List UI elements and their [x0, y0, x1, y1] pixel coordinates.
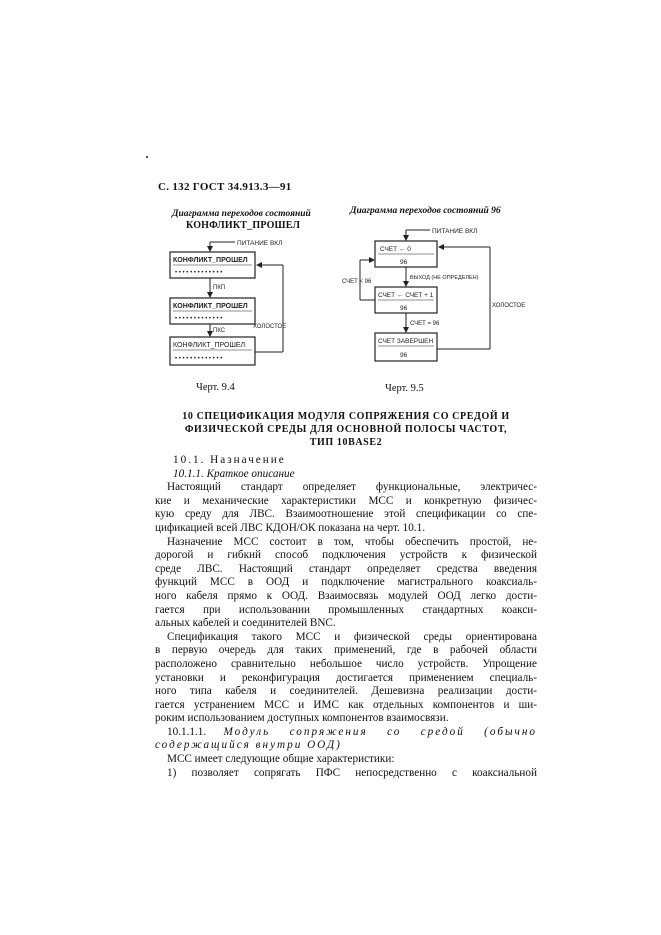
state-label-1: КОНФЛИКТ_ПРОШЕЛ [173, 257, 248, 264]
paragraph-2-line: среде ЛВС. Настоящий стандарт определяет средства введения [155, 562, 537, 575]
section-title-line2: ФИЗИЧЕСКОЙ СРЕДЫ ДЛЯ ОСНОВНОЙ ПОЛОСЫ ЧАСТОТ, [184, 424, 508, 435]
paragraph-3 [155, 630, 537, 726]
count-state-2-line1: СЧЕТ ← СЧЕТ + 1 [378, 292, 434, 299]
paragraph-1-line: цификацией всей ЛВС КДОН/ОК показана на черт. 10.1. [155, 521, 425, 534]
paragraph-5: 1) позволяет сопрягать ПФС непосредственно с коаксиальной [167, 766, 537, 779]
paragraph-1-line: Настоящий стандарт определяет функциональные, электричес- [167, 481, 537, 494]
heading-10-1-1-1-title: Модуль сопряжения со средой (обычно [223, 725, 537, 738]
paragraph-3-line: расположено сравнительно небольшое число устройств. Упрощение [155, 657, 537, 670]
diagram-right-title: Диаграмма переходов состояний 96 [350, 206, 501, 216]
paragraph-2-line: функций МСС в ООД и подключение магистрального коаксиаль- [155, 576, 537, 589]
idle-loop-label: ХОЛОСТОЕ [492, 303, 526, 309]
count-state-1-line1: СЧЕТ ← 0 [380, 246, 411, 253]
state-dots-1: • • • • • • • • • • • • • [175, 270, 223, 276]
count-state-3-line1: СЧЕТ ЗАВЕРШЕН [378, 338, 434, 345]
state-label-2: КОНФЛИКТ_ПРОШЕЛ [173, 303, 248, 310]
power-on-label-2: ПИТАНИЕ ВКЛ [432, 228, 478, 235]
count-state-2-line2: 96 [400, 305, 408, 312]
heading-10-1-1-1-line1 [167, 726, 537, 740]
paragraph-3-line: Спецификация такого МСС и физической среды ориентирована [167, 630, 537, 643]
section-title-line3: ТИП 10BASE2 [309, 437, 383, 448]
paragraph-2-line: гается при использовании промышленных стандартных коакси- [155, 603, 537, 616]
paragraph-3-line: ного типа кабеля и соединителей. Дешевизна реализации дости- [155, 685, 537, 698]
paragraph-2-line: альных кабелей и соединителей BNC. [155, 617, 336, 630]
state-diagram-9-5 [340, 222, 526, 382]
caption-9-5: Черт. 9.5 [385, 383, 424, 394]
count-state-3-line2: 96 [400, 352, 408, 359]
transition-label-2: ПКС [213, 328, 226, 334]
transition-label-1: ПКП [213, 285, 226, 291]
paragraph-3-line: роким использованием доступных компонентов взаимосвязи. [155, 712, 449, 725]
heading-10-1-1-1-line2: содержащийся внутри ООД) [155, 739, 342, 752]
heading-10-1-1: 10.1.1. Краткое описание [173, 467, 295, 480]
count-loop-label: СЧЕТ < 96 [342, 279, 372, 285]
diagram-left-subtitle: КОНФЛИКТ_ПРОШЕЛ [186, 220, 301, 231]
paragraph-1-line: кую среду для ЛВС. Взаимоотношение этой спецификации со спе- [155, 508, 537, 521]
heading-10-1-1-1-number: 10.1.1.1. [167, 725, 207, 738]
state-dots-3: • • • • • • • • • • • • • [175, 356, 223, 362]
count-transition-label-1: ВЫХОД (НЕ ОПРЕДЕЛЕН) [410, 275, 479, 281]
paragraph-1 [155, 481, 537, 535]
paragraph-3-line: установки и реконфигурация достигается применением специаль- [155, 671, 537, 684]
paragraph-3-line: в первую очередь для таких применений, где в рабочей области [155, 644, 537, 657]
heading-10-1-1-1 [155, 725, 537, 753]
section-title [150, 410, 542, 449]
loop-label: ХОЛОСТОЕ [253, 324, 287, 330]
stray-dot [146, 156, 148, 158]
heading-10-1: 10.1. Назначение [173, 454, 286, 466]
diagram-left-title: Диаграмма переходов состояний [172, 209, 311, 219]
caption-9-4: Черт. 9.4 [196, 382, 235, 393]
page-header: С. 132 ГОСТ 34.913.3—91 [158, 181, 292, 193]
state-label-3: КОНФЛИКТ_ПРОШЕЛ [173, 342, 246, 349]
body-text [155, 454, 537, 780]
paragraph-2-line: дорогой и гибкий способ подключения устройств к физической [155, 549, 537, 562]
paragraph-2-line: Назначение МСС состоит в том, чтобы обеспечить простой, не- [167, 535, 537, 548]
count-state-1-line2: 96 [400, 259, 408, 266]
section-title-line1: 10 СПЕЦИФИКАЦИЯ МОДУЛЯ СОПРЯЖЕНИЯ СО СРЕДОЙ И [182, 411, 510, 422]
paragraph-4: МСС имеет следующие общие характеристики: [167, 753, 395, 766]
paragraph-2 [155, 535, 537, 631]
state-diagram-9-4 [165, 232, 305, 382]
paragraph-2-line: ного кабеля прямо к ООД. Взаимосвязь модулей ООД легко дости- [155, 589, 537, 602]
power-on-label: ПИТАНИЕ ВКЛ [237, 240, 283, 247]
state-dots-2: • • • • • • • • • • • • • [175, 316, 223, 322]
paragraph-1-line: кие и механические характеристики МСС и конкретную физичес- [155, 494, 537, 507]
count-transition-label-2: СЧЕТ = 96 [410, 321, 440, 327]
paragraph-3-line: гается устранением МСС и ИМС как отдельных компонентов и ши- [155, 698, 537, 711]
